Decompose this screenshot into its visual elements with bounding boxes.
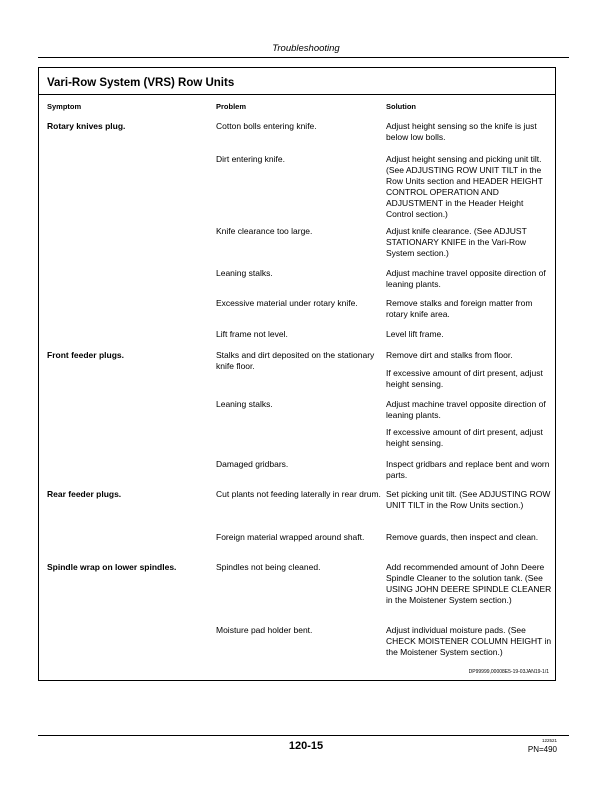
- solution: Adjust knife clearance. (See ADJUST STATIONARY KNIFE in the Vari-Row System section.): [386, 226, 527, 258]
- solution: Add recommended amount of John Deere Spindle Cleaner to the solution tank. (See USING JOHN DEERE SPINDLE CLEANER in the Moistener System section.): [386, 562, 552, 605]
- title-rule: [39, 94, 555, 95]
- section-title: Vari-Row System (VRS) Row Units: [47, 77, 235, 89]
- running-head: Troubleshooting: [272, 43, 340, 54]
- problem: Excessive material under rotary knife.: [216, 298, 358, 308]
- symptom: Front feeder plugs.: [47, 350, 124, 360]
- troubleshooting-box: [38, 67, 556, 681]
- symptom: Rotary knives plug.: [47, 121, 126, 131]
- problem: Cotton bolls entering knife.: [216, 121, 317, 131]
- small-number: 122521: [541, 738, 557, 743]
- column-header-problem: Problem: [216, 102, 247, 111]
- problem: Knife clearance too large.: [216, 226, 313, 236]
- problem: Damaged gridbars.: [216, 459, 289, 469]
- problem: Dirt entering knife.: [216, 154, 285, 164]
- solution: Remove guards, then inspect and clean.: [386, 532, 539, 542]
- solution: Adjust machine travel opposite direction of leaning plants.: [386, 399, 546, 420]
- problem: Leaning stalks.: [216, 268, 273, 278]
- problem: Spindles not being cleaned.: [216, 562, 321, 572]
- solution: Adjust individual moisture pads. (See CHECK MOISTENER COLUMN HEIGHT in the Moistener System section.): [386, 625, 552, 657]
- problem: Lift frame not level.: [216, 329, 288, 339]
- header-rule: [38, 57, 569, 58]
- document-code: DP99999,00008E5-19-03JAN19-1/1: [468, 669, 549, 675]
- problem: Foreign material wrapped around shaft.: [216, 532, 365, 542]
- solution: If excessive amount of dirt present, adjust height sensing.: [386, 368, 543, 389]
- column-header-solution: Solution: [386, 102, 416, 111]
- solution: Level lift frame.: [386, 329, 444, 339]
- problem: Cut plants not feeding laterally in rear drum.: [216, 489, 381, 499]
- problem: Stalks and dirt deposited on the stationary knife floor.: [216, 350, 375, 371]
- solution: Remove stalks and foreign matter from rotary knife area.: [386, 298, 533, 319]
- solution: Adjust height sensing and picking unit tilt. (See ADJUSTING ROW UNIT TILT in the Row Units section and HEADER HEIGHT CONTROL OPERATION AND ADJUSTMENT in the Header Height Control section.): [386, 154, 543, 219]
- solution: Set picking unit tilt. (See ADJUSTING ROW UNIT TILT in the Row Units section.): [386, 489, 551, 510]
- problem: Moisture pad holder bent.: [216, 625, 313, 635]
- footer-rule: [38, 735, 569, 736]
- solution: Adjust height sensing so the knife is just below low bolls.: [386, 121, 537, 142]
- column-header-symptom: Symptom: [47, 102, 82, 111]
- solution: Inspect gridbars and replace bent and worn parts.: [386, 459, 550, 480]
- symptom: Spindle wrap on lower spindles.: [47, 562, 177, 572]
- solution: Remove dirt and stalks from floor.: [386, 350, 513, 360]
- solution: Adjust machine travel opposite direction of leaning plants.: [386, 268, 546, 289]
- page-number: 120-15: [288, 740, 324, 752]
- problem: Leaning stalks.: [216, 399, 273, 409]
- symptom: Rear feeder plugs.: [47, 489, 122, 499]
- part-number: PN=490: [527, 745, 557, 754]
- solution: If excessive amount of dirt present, adjust height sensing.: [386, 427, 543, 448]
